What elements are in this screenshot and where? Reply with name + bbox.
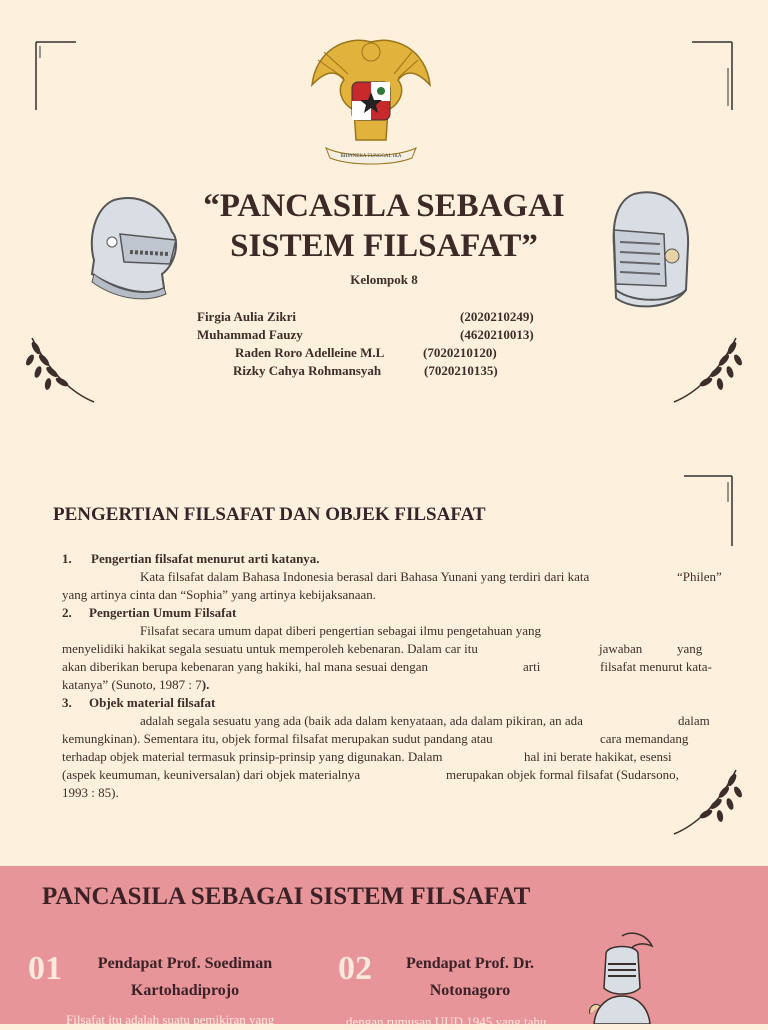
- knight-figure-icon: [586, 930, 658, 1024]
- item-text-line: Kata filsafat dalam Bahasa Indonesia berasal dari Bahasa Yunani yang terdiri dari kata: [140, 569, 590, 584]
- title-line-2: SISTEM FILSAFAT”: [230, 228, 538, 264]
- item-text-line: kemungkinan). Sementara itu, objek formal filsafat merupakan sudut pandang atau: [62, 731, 493, 746]
- item-text-line: hal ini berate hakikat, esensi: [524, 749, 672, 764]
- opinion-number: 02: [338, 950, 372, 987]
- emblem-motto: BHINNEKA TUNGGAL IKA: [340, 154, 402, 159]
- item-text-line: yang: [677, 641, 703, 656]
- opinion-title: [70, 950, 300, 1004]
- opinion-title-line: Kartohadiprojo: [130, 982, 240, 999]
- corner-bracket-top-left: [30, 38, 80, 118]
- band-title: PANCASILA SEBAGAI SISTEM FILSAFAT: [42, 883, 531, 910]
- member-name: Firgia Aulia Zikri: [197, 309, 296, 324]
- item-text-line: 1993 : 85).: [62, 785, 119, 800]
- item-number: 1.: [62, 551, 72, 566]
- opinion-title-line: Pendapat Prof. Dr.: [406, 955, 534, 972]
- item-number: 3.: [62, 695, 72, 710]
- member-id: (7020210135): [424, 363, 498, 378]
- item-heading: Objek material filsafat: [89, 695, 216, 710]
- item-text-line: akan diberikan berupa kebenaran yang hakiki, hal mana sesuai dengan: [62, 659, 429, 674]
- item-heading: Pengertian Umum Filsafat: [89, 605, 237, 620]
- item-text-line: (aspek keumuman, keuniversalan) dari objek materialnya: [62, 767, 361, 782]
- item-text-line: cara memandang: [600, 731, 689, 746]
- opinion-number: 01: [28, 950, 62, 987]
- item-text-line: jawaban: [599, 641, 643, 656]
- opinion-snippet: Filsafat itu adalah suatu pemikiran yang: [66, 1012, 275, 1027]
- member-id: (7020210120): [423, 345, 497, 360]
- item-text-part: ).: [201, 677, 210, 692]
- item-text-line: menyelidiki hakikat segala sesuatu untuk memperoleh kebenaran. Dalam car itu: [62, 641, 478, 656]
- title-line-1: “PANCASILA SEBAGAI: [203, 188, 565, 224]
- item-text-line: terhadap objek material termasuk prinsip-prinsip yang digunakan. Dalam: [62, 749, 443, 764]
- item-text-line: dalam: [678, 713, 710, 728]
- corner-bracket-mid-right: [682, 472, 738, 552]
- opinion-title-line: Notonagoro: [429, 982, 511, 999]
- laurel-left-icon: [24, 334, 100, 406]
- member-name: Raden Roro Adelleine M.L: [235, 345, 385, 360]
- item-text-line: adalah segala sesuatu yang ada (baik ada dalam kenyataan, ada dalam pikiran, an ada: [140, 713, 583, 728]
- section-title: PENGERTIAN FILSAFAT DAN OBJEK FILSAFAT: [53, 504, 486, 525]
- item-text-part: katanya” (Sunoto, 1987 : 7: [62, 677, 202, 692]
- item-number: 2.: [62, 605, 72, 620]
- item-text-line: “Philen”: [677, 569, 722, 584]
- opinion-title: [380, 950, 560, 1004]
- opinion-title-line: Pendapat Prof. Soediman: [97, 955, 273, 972]
- group-label: Kelompok 8: [350, 272, 418, 287]
- item-text-line: yang artinya cinta dan “Sophia” yang artinya kebijaksanaan.: [62, 587, 377, 602]
- item-text-line: filsafat menurut kata-: [600, 659, 712, 674]
- opinion-snippet: dengan rumusan UUD 1945 yang tahu: [346, 1014, 547, 1029]
- page-title: [0, 186, 768, 266]
- garuda-emblem-icon: [306, 30, 436, 166]
- member-id: (2020210249): [460, 309, 534, 324]
- item-text-line: Filsafat secara umum dapat diberi pengertian sebagai ilmu pengetahuan yang: [140, 623, 542, 638]
- item-text-line: [62, 676, 209, 694]
- item-text-line: merupakan objek formal filsafat (Sudarsono,: [446, 767, 679, 782]
- member-name: Muhammad Fauzy: [197, 327, 303, 342]
- member-name: Rizky Cahya Rohmansyah: [233, 363, 382, 378]
- laurel-lower-right-icon: [668, 766, 744, 838]
- corner-bracket-top-right: [688, 38, 738, 118]
- laurel-right-icon: [668, 334, 744, 406]
- item-heading: Pengertian filsafat menurut arti katanya.: [91, 551, 320, 566]
- member-id: (4620210013): [460, 327, 534, 342]
- item-text-line: arti: [523, 659, 541, 674]
